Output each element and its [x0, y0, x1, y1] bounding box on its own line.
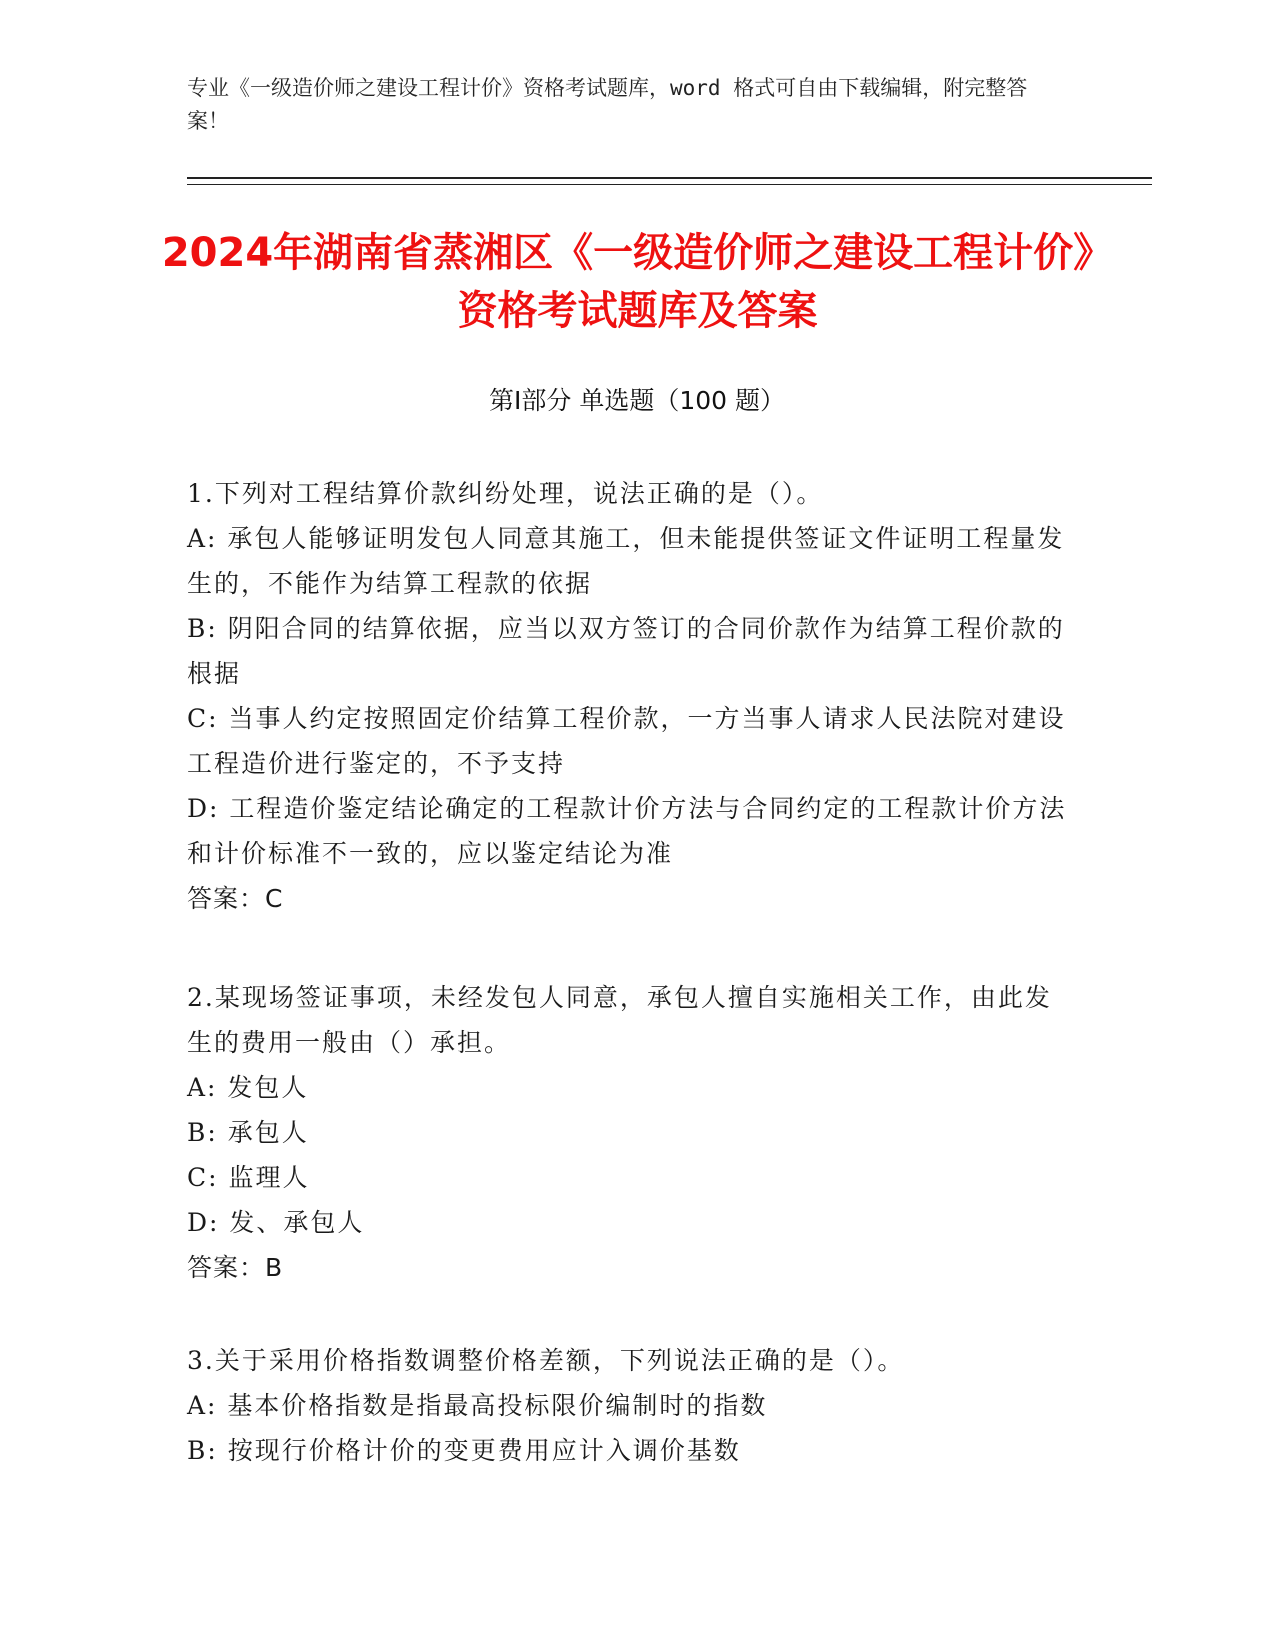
option-c: C: 监理人	[187, 1163, 310, 1192]
option-c: C: 当事人约定按照固定价结算工程价款，一方当事人请求人民法院对建设工程造价进行鉴定的，不予支持	[187, 704, 1066, 778]
document-title: 2024年湖南省蒸湘区《一级造价师之建设工程计价》资格考试题库及答案	[161, 230, 1114, 334]
question-stem: 3.关于采用价格指数调整价格差额，下列说法正确的是（）。	[187, 1346, 905, 1375]
answer: 答案：C	[187, 884, 284, 913]
header-note: 专业《一级造价师之建设工程计价》资格考试题库，word 格式可自由下载编辑，附完整答案！	[187, 76, 1028, 133]
option-d: D: 发、承包人	[187, 1208, 365, 1237]
answer: 答案：B	[187, 1253, 284, 1282]
option-a: A: 承包人能够证明发包人同意其施工，但未能提供签证文件证明工程量发生的，不能作为结算工程款的依据	[187, 524, 1065, 598]
option-b: B: 按现行价格计价的变更费用应计入调价基数	[187, 1436, 741, 1465]
question-1	[187, 471, 1067, 921]
question-stem: 1.下列对工程结算价款纠纷处理，说法正确的是（）。	[187, 479, 824, 508]
question-2	[187, 975, 1067, 1290]
option-b: B: 阴阳合同的结算依据，应当以双方签订的合同价款作为结算工程价款的根据	[187, 614, 1065, 688]
question-3	[187, 1338, 1067, 1473]
section-title: 第Ⅰ部分 单选题（100 题）	[489, 386, 785, 415]
header-rule-thin	[187, 184, 1152, 185]
option-b: B: 承包人	[187, 1118, 309, 1147]
option-a: A: 发包人	[187, 1073, 309, 1102]
option-d: D: 工程造价鉴定结论确定的工程款计价方法与合同约定的工程款计价方法和计价标准不一致的，应以鉴定结论为准	[187, 794, 1067, 868]
question-stem: 2.某现场签证事项，未经发包人同意，承包人擅自实施相关工作，由此发生的费用一般由（）承担。	[187, 983, 1052, 1057]
option-a: A: 基本价格指数是指最高投标限价编制时的指数	[187, 1391, 768, 1420]
header-rule-thick	[187, 177, 1152, 179]
